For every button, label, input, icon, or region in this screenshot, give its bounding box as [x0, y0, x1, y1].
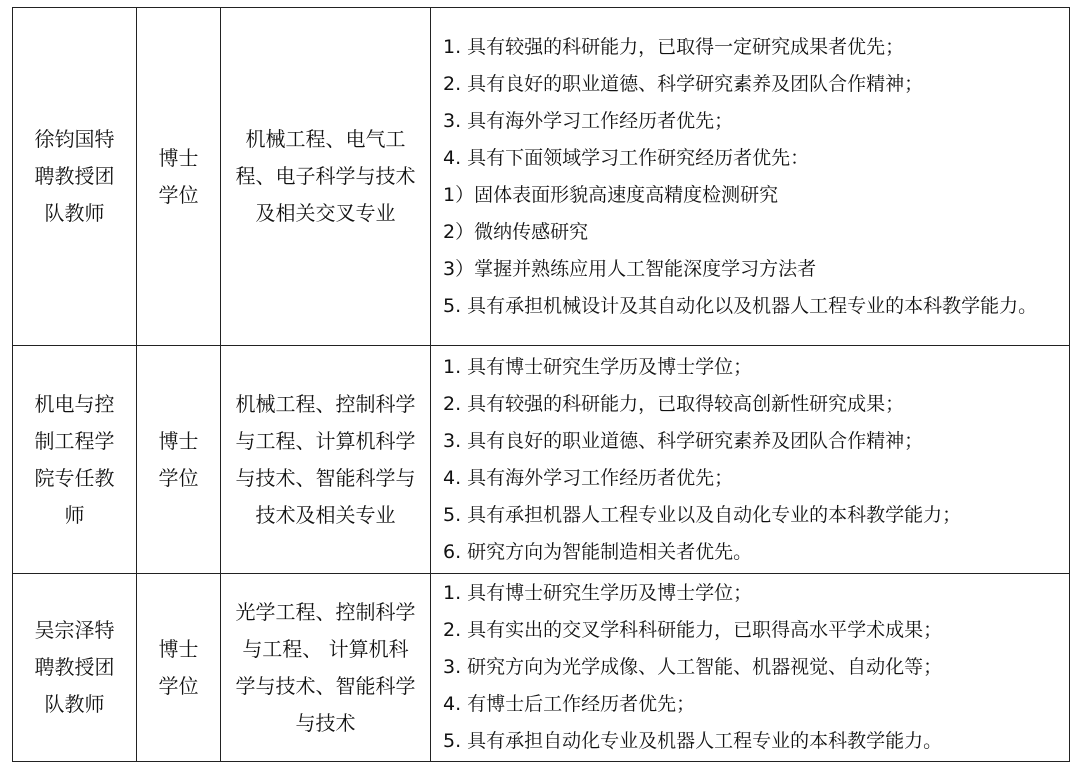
requirement-item: 2. 具有实出的交叉学科科研能力，已职得高水平学术成果；: [443, 619, 943, 641]
requirement-subitem: 2）微纳传感研究: [443, 220, 589, 243]
major-cell: [221, 346, 431, 574]
requirement-subitem: 1）固体表面形貌高速度高精度检测研究: [443, 183, 779, 206]
post-name: 徐钧国特聘教授团队教师: [34, 127, 115, 225]
post-cell: [13, 346, 137, 574]
degree-requirement: 博士学位: [158, 428, 199, 490]
requirements-cell: [431, 574, 1070, 762]
requirement-subitem: 3）掌握并熟练应用人工智能深度学习方法者: [443, 257, 817, 280]
degree-requirement: 博士学位: [158, 636, 199, 698]
post-cell: [13, 8, 137, 346]
requirement-item: 4. 具有下面领域学习工作研究经历者优先：: [443, 146, 810, 169]
requirement-item: 4. 有博士后工作经历者优先；: [443, 693, 696, 715]
requirement-item: 3. 研究方向为光学成像、人工智能、机器视觉、自动化等；: [443, 656, 943, 678]
table-row: [13, 574, 1070, 762]
requirement-item: 2. 具有良好的职业道德、科学研究素养及团队合作精神；: [443, 72, 924, 95]
requirement-item: 5. 具有承担机械设计及其自动化以及机器人工程专业的本科教学能力。: [443, 294, 1038, 317]
degree-cell: [137, 574, 221, 762]
requirement-item: 6. 研究方向为智能制造相关者优先。: [443, 540, 753, 563]
requirement-item: 3. 具有良好的职业道德、科学研究素养及团队合作精神；: [443, 429, 924, 452]
post-cell: [13, 574, 137, 762]
requirements-cell: [431, 346, 1070, 574]
major-requirement: 机械工程、控制科学与工程、计算机科学与技术、智能科学与技术及相关专业: [235, 391, 416, 527]
degree-cell: [137, 346, 221, 574]
major-requirement: 光学工程、控制科学与工程、 计算机科学与技术、智能科学与技术: [235, 599, 416, 735]
requirement-item: 3. 具有海外学习工作经历者优先；: [443, 109, 734, 132]
requirement-item: 4. 具有海外学习工作经历者优先；: [443, 466, 734, 489]
requirement-item: 2. 具有较强的科研能力，已取得较高创新性研究成果；: [443, 392, 905, 415]
requirement-item: 5. 具有承担机器人工程专业以及自动化专业的本科教学能力；: [443, 503, 962, 526]
requirements-cell: [431, 8, 1070, 346]
post-name: 机电与控制工程学院专任教师: [34, 391, 115, 527]
recruitment-table: [12, 7, 1070, 762]
degree-requirement: 博士学位: [158, 145, 199, 207]
major-requirement: 机械工程、电气工程、电子科学与技术及相关交叉专业: [235, 127, 416, 225]
degree-cell: [137, 8, 221, 346]
post-name: 吴宗泽特聘教授团队教师: [34, 618, 115, 716]
major-cell: [221, 8, 431, 346]
table-row: [13, 346, 1070, 574]
requirement-item: 1. 具有博士研究生学历及博士学位；: [443, 355, 753, 378]
requirement-item: 5. 具有承担自动化专业及机器人工程专业的本科教学能力。: [443, 730, 943, 752]
table-row: [13, 8, 1070, 346]
requirement-item: 1. 具有较强的科研能力，已取得一定研究成果者优先；: [443, 35, 905, 58]
requirement-item: 1. 具有博士研究生学历及博士学位；: [443, 582, 753, 604]
major-cell: [221, 574, 431, 762]
